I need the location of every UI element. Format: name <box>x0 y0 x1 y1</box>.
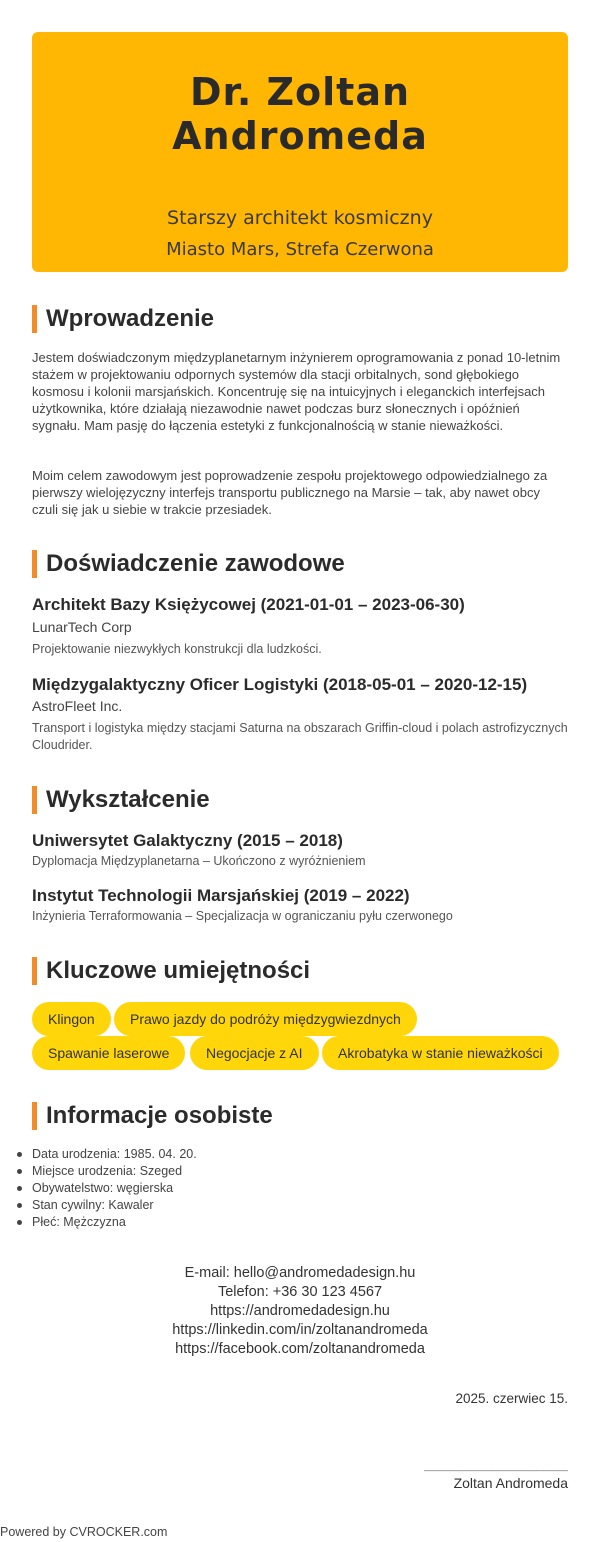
personal-info-item: Data urodzenia: 1985. 04. 20. <box>32 1146 568 1163</box>
education-detail: Inżynieria Terraformowania – Specjalizacja w ograniczaniu pyłu czerwonego <box>32 909 453 923</box>
signature-line: ____________________ <box>423 1460 568 1474</box>
intro-paragraph-2: Moim celem zawodowym jest poprowadzenie zespołu projektowego odpowiedzialnego za pierwszy wielojęzyczny interfejs transportu publicznego na Marsie – tak, aby nawet obcy czuli się jak u siebie w trakcie przesiadek. <box>32 468 548 517</box>
job-description: Projektowanie niezwykłych konstrukcji dla ludzkości. <box>32 642 322 656</box>
section-title-experience: Doświadczenie zawodowe <box>32 550 572 578</box>
contact-phone[interactable]: Telefon: +36 30 123 4567 <box>217 1284 383 1300</box>
section-title-intro: Wprowadzenie <box>32 305 572 333</box>
intro-paragraph-1: Jestem doświadczonym międzyplanetarnym inżynierem oprogramowania z ponad 10-letnim stażem w projektowaniu odpornych systemów dla stacji orbitalnych, sond głębokiego kosmosu i kolonii marsjańskich. Koncentruję się na intuicyjnych i eleganckich interfejsach użytkownika, które działają niezawodnie nawet podczas burz słonecznych i opóźnień sygnału. Mam pasję do łączenia estetyki z funkcjonalnością w stanie nieważkości. <box>32 350 561 433</box>
personal-info-list <box>32 1146 568 1231</box>
job-description: Transport i logistyka między stacjami Saturna na obszarach Griffin-cloud i polach astrofizycznych Cloudrider. <box>32 721 568 752</box>
contact-website-link[interactable]: https://andromedadesign.hu <box>210 1303 390 1319</box>
cv-header <box>32 32 568 272</box>
job-title: Architekt Bazy Księżycowej (2021-01-01 – 2023-06-30) <box>32 595 465 614</box>
section-title-education: Wykształcenie <box>32 786 572 814</box>
education-detail: Dyplomacja Międzyplanetarna – Ukończono z wyróżnieniem <box>32 854 366 868</box>
full-name <box>32 70 568 158</box>
job-company: AstroFleet Inc. <box>32 698 123 714</box>
document-date: 2025. czerwiec 15. <box>455 1391 568 1406</box>
name-line-1: Dr. Zoltan <box>189 70 411 114</box>
skill-tag: Klingon <box>32 1002 111 1036</box>
education-title: Instytut Technologii Marsjańskiej (2019 – 2022) <box>32 886 410 905</box>
job-role: Starszy architekt kosmiczny <box>167 207 433 229</box>
section-title-skills: Kluczowe umiejętności <box>32 957 572 985</box>
personal-info-item: Miejsce urodzenia: Szeged <box>32 1163 568 1180</box>
signature-name: Zoltan Andromeda <box>453 1475 568 1491</box>
contact-email[interactable]: E-mail: hello@andromedadesign.hu <box>184 1265 416 1281</box>
contact-linkedin-link[interactable]: https://linkedin.com/in/zoltanandromeda <box>172 1322 428 1338</box>
skill-tag: Prawo jazdy do podróży międzygwiezdnych <box>114 1002 417 1036</box>
location: Miasto Mars, Strefa Czerwona <box>166 239 434 260</box>
powered-by-link[interactable]: Powered by CVROCKER.com <box>0 1525 168 1539</box>
skill-tag: Spawanie laserowe <box>32 1036 185 1070</box>
personal-info-item: Stan cywilny: Kawaler <box>32 1197 568 1214</box>
skill-tag: Negocjacje z AI <box>190 1036 319 1070</box>
job-company: LunarTech Corp <box>32 619 132 635</box>
personal-info-item: Płeć: Mężczyzna <box>32 1214 568 1231</box>
name-line-2: Andromeda <box>172 114 428 158</box>
personal-info-item: Obywatelstwo: węgierska <box>32 1180 568 1197</box>
skill-tag: Akrobatyka w stanie nieważkości <box>322 1036 559 1070</box>
job-title: Międzygalaktyczny Oficer Logistyki (2018-05-01 – 2020-12-15) <box>32 675 528 694</box>
section-title-personal: Informacje osobiste <box>32 1102 572 1130</box>
education-title: Uniwersytet Galaktyczny (2015 – 2018) <box>32 831 343 850</box>
contact-facebook-link[interactable]: https://facebook.com/zoltanandromeda <box>175 1341 425 1357</box>
